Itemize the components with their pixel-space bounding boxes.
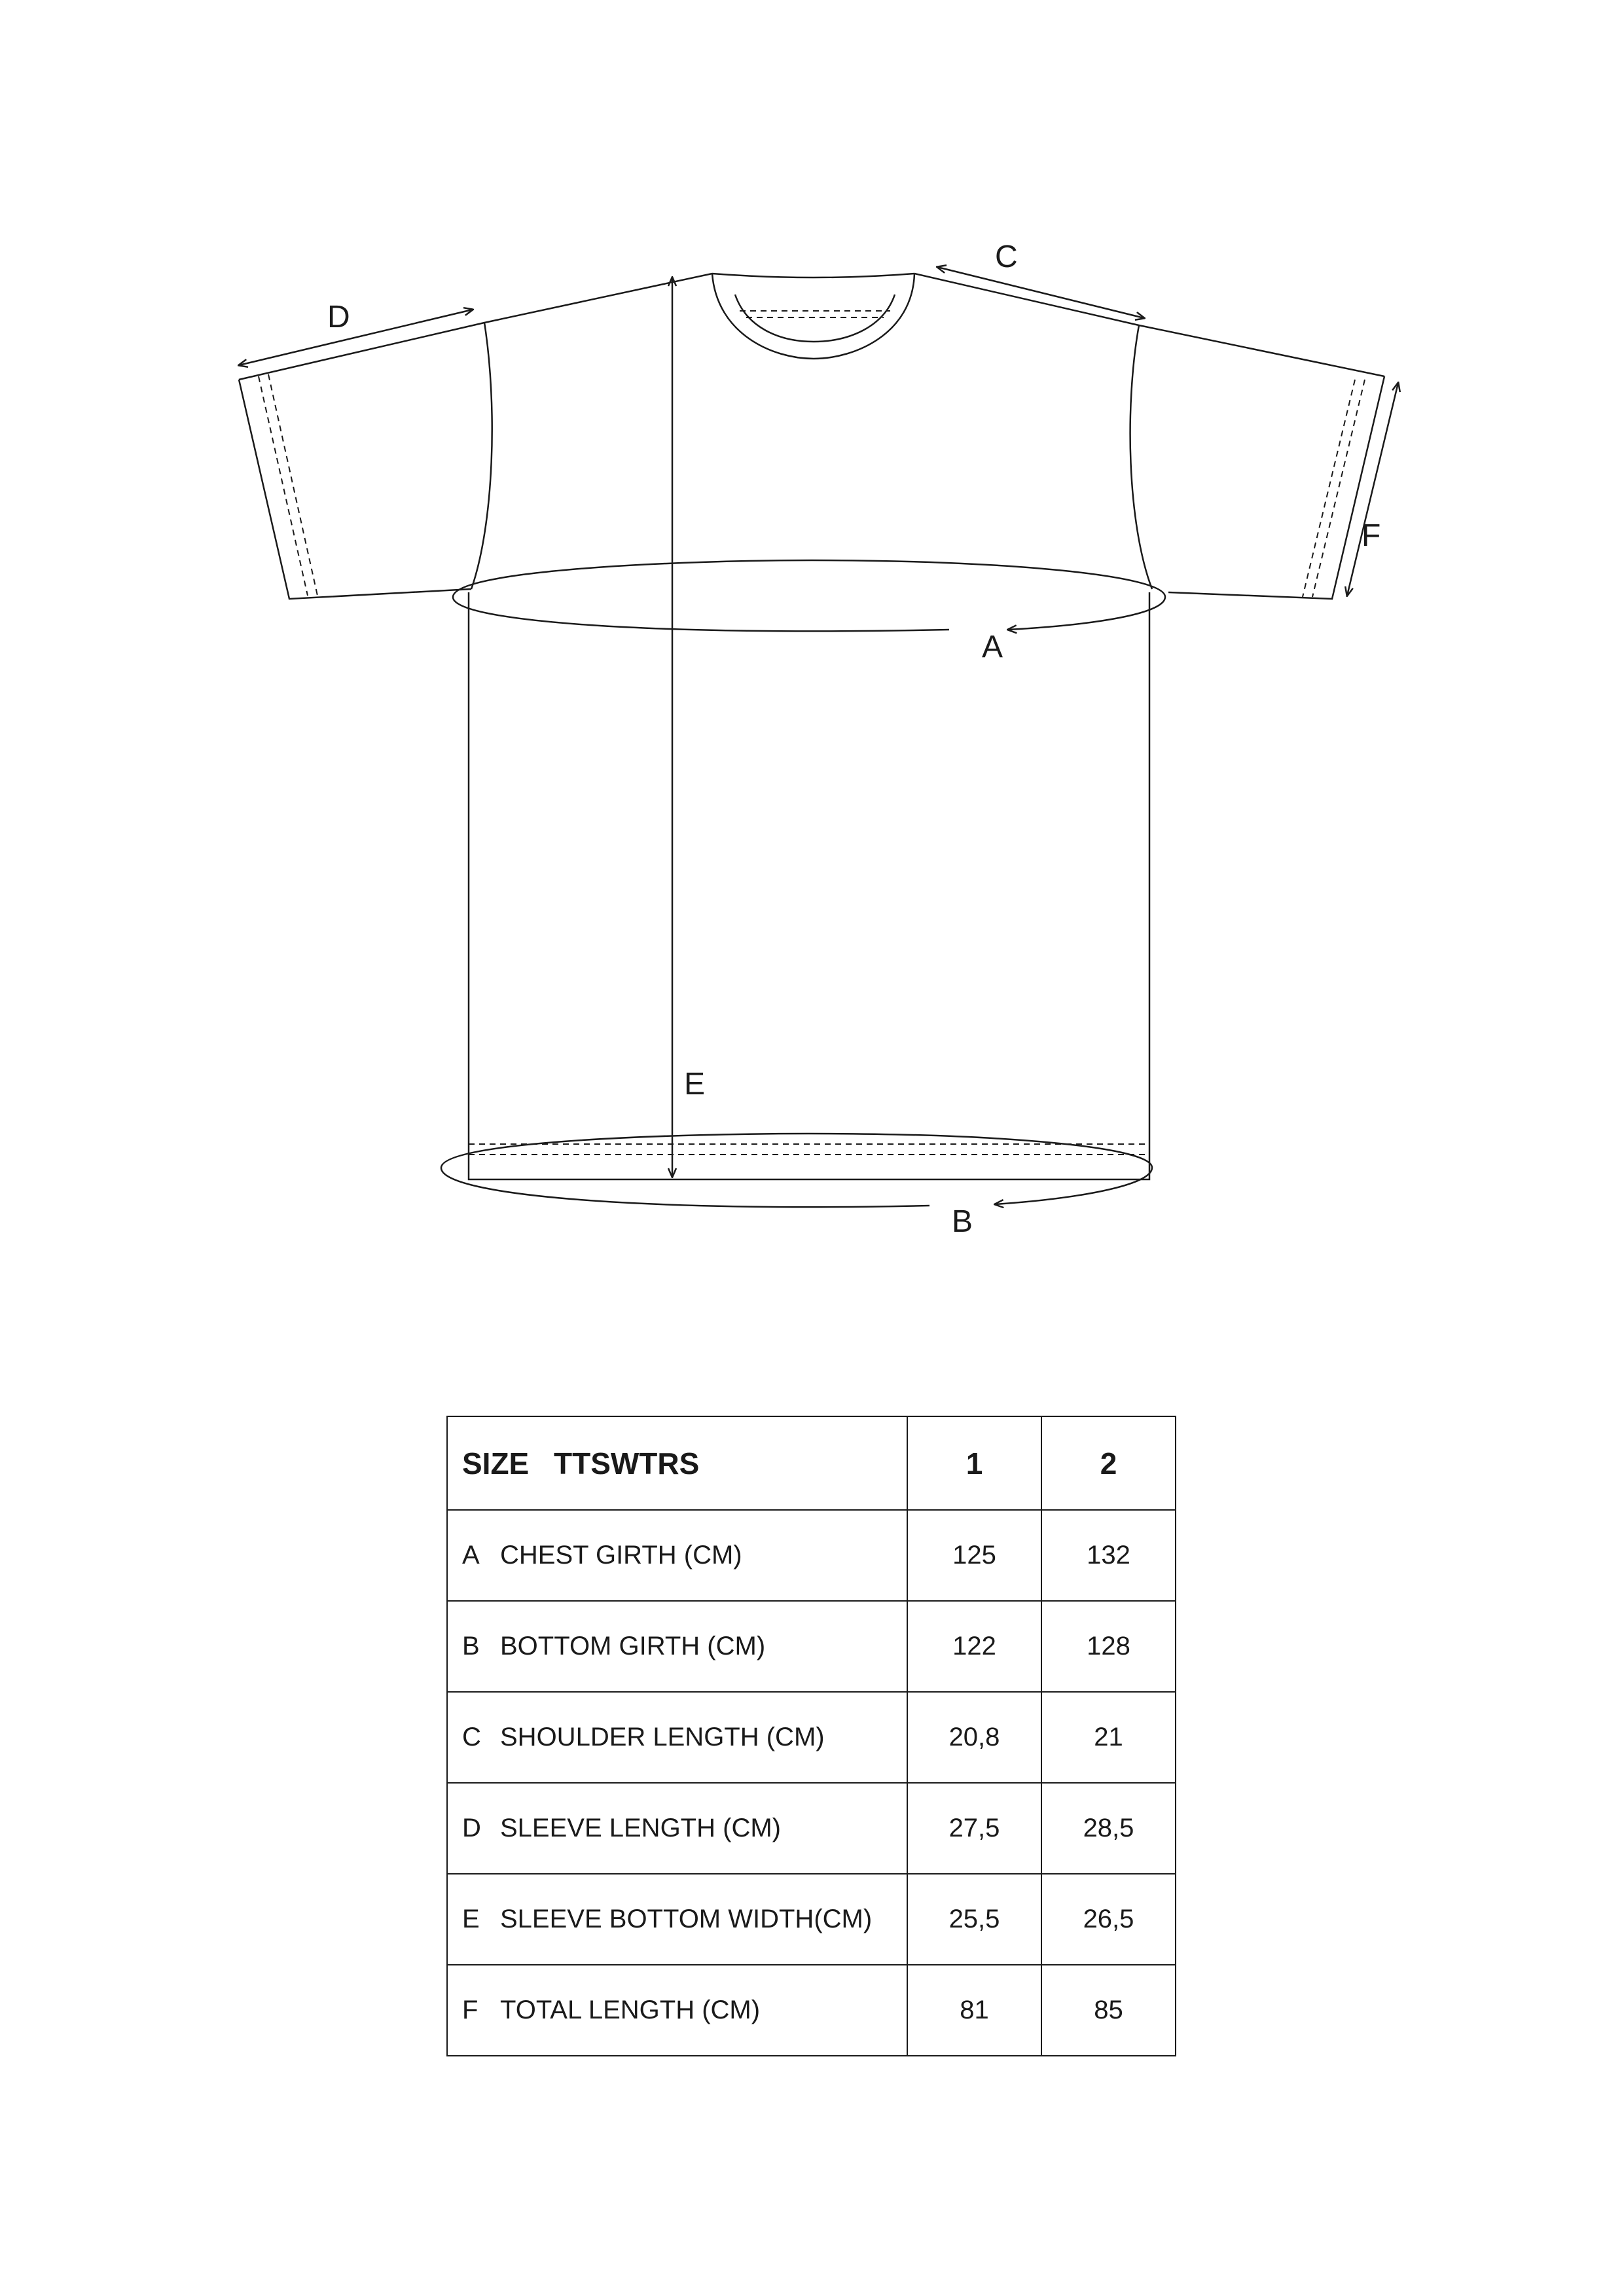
row-name: SLEEVE LENGTH (CM) <box>500 1814 781 1842</box>
label-b: B <box>952 1204 973 1239</box>
label-e: E <box>684 1067 706 1102</box>
row-value-size-1: 81 <box>907 1965 1041 2056</box>
row-value-size-2: 26,5 <box>1041 1874 1176 1965</box>
measure-d-sleeve <box>239 300 473 365</box>
header-size-2: 2 <box>1041 1416 1176 1510</box>
row-code: D <box>462 1814 481 1842</box>
row-code: F <box>462 1996 478 2024</box>
row-value-size-2: 21 <box>1041 1692 1176 1783</box>
row-code: E <box>462 1905 480 1933</box>
table-row <box>447 1783 1176 1874</box>
label-f: F <box>1362 518 1381 553</box>
row-value-size-1: 27,5 <box>907 1783 1041 1874</box>
row-label-cell <box>447 1692 907 1783</box>
header-model: TTSWTRS <box>554 1446 700 1480</box>
table-row <box>447 1510 1176 1601</box>
row-value-size-2: 28,5 <box>1041 1783 1176 1874</box>
table-row <box>447 1601 1176 1692</box>
measure-e-length <box>672 278 705 1177</box>
tshirt-outline <box>239 274 1384 1179</box>
header-label-cell <box>447 1416 907 1510</box>
row-value-size-2: 85 <box>1041 1965 1176 2056</box>
row-value-size-1: 25,5 <box>907 1874 1041 1965</box>
row-value-size-2: 132 <box>1041 1510 1176 1601</box>
row-label-cell <box>447 1965 907 2056</box>
measure-b-bottom <box>441 1134 1152 1239</box>
table-row <box>447 1965 1176 2056</box>
header-size-1: 1 <box>907 1416 1041 1510</box>
table-row <box>447 1692 1176 1783</box>
measure-f-sleeve-opening <box>1347 383 1398 596</box>
table-header-row <box>447 1416 1176 1510</box>
measure-c-shoulder <box>937 240 1144 318</box>
row-label-cell <box>447 1783 907 1874</box>
label-a: A <box>982 630 1003 664</box>
row-name: BOTTOM GIRTH (CM) <box>500 1632 766 1660</box>
size-table <box>446 1416 1176 2056</box>
label-d: D <box>327 300 350 334</box>
table-row <box>447 1874 1176 1965</box>
row-name: TOTAL LENGTH (CM) <box>500 1996 761 2024</box>
measure-a-chest <box>453 560 1165 664</box>
row-value-size-1: 125 <box>907 1510 1041 1601</box>
row-value-size-2: 128 <box>1041 1601 1176 1692</box>
label-c: C <box>995 240 1018 274</box>
row-code: C <box>462 1723 481 1751</box>
row-name: SHOULDER LENGTH (CM) <box>500 1723 825 1751</box>
header-size-label: SIZE <box>462 1446 530 1480</box>
row-value-size-1: 122 <box>907 1601 1041 1692</box>
row-label-cell <box>447 1601 907 1692</box>
stitch-lines <box>259 311 1365 1155</box>
row-name: SLEEVE BOTTOM WIDTH(CM) <box>500 1905 873 1933</box>
row-label-cell <box>447 1510 907 1601</box>
row-code: A <box>462 1541 480 1570</box>
row-label-cell <box>447 1874 907 1965</box>
row-value-size-1: 20,8 <box>907 1692 1041 1783</box>
row-code: B <box>462 1632 480 1660</box>
row-name: CHEST GIRTH (CM) <box>500 1541 742 1570</box>
